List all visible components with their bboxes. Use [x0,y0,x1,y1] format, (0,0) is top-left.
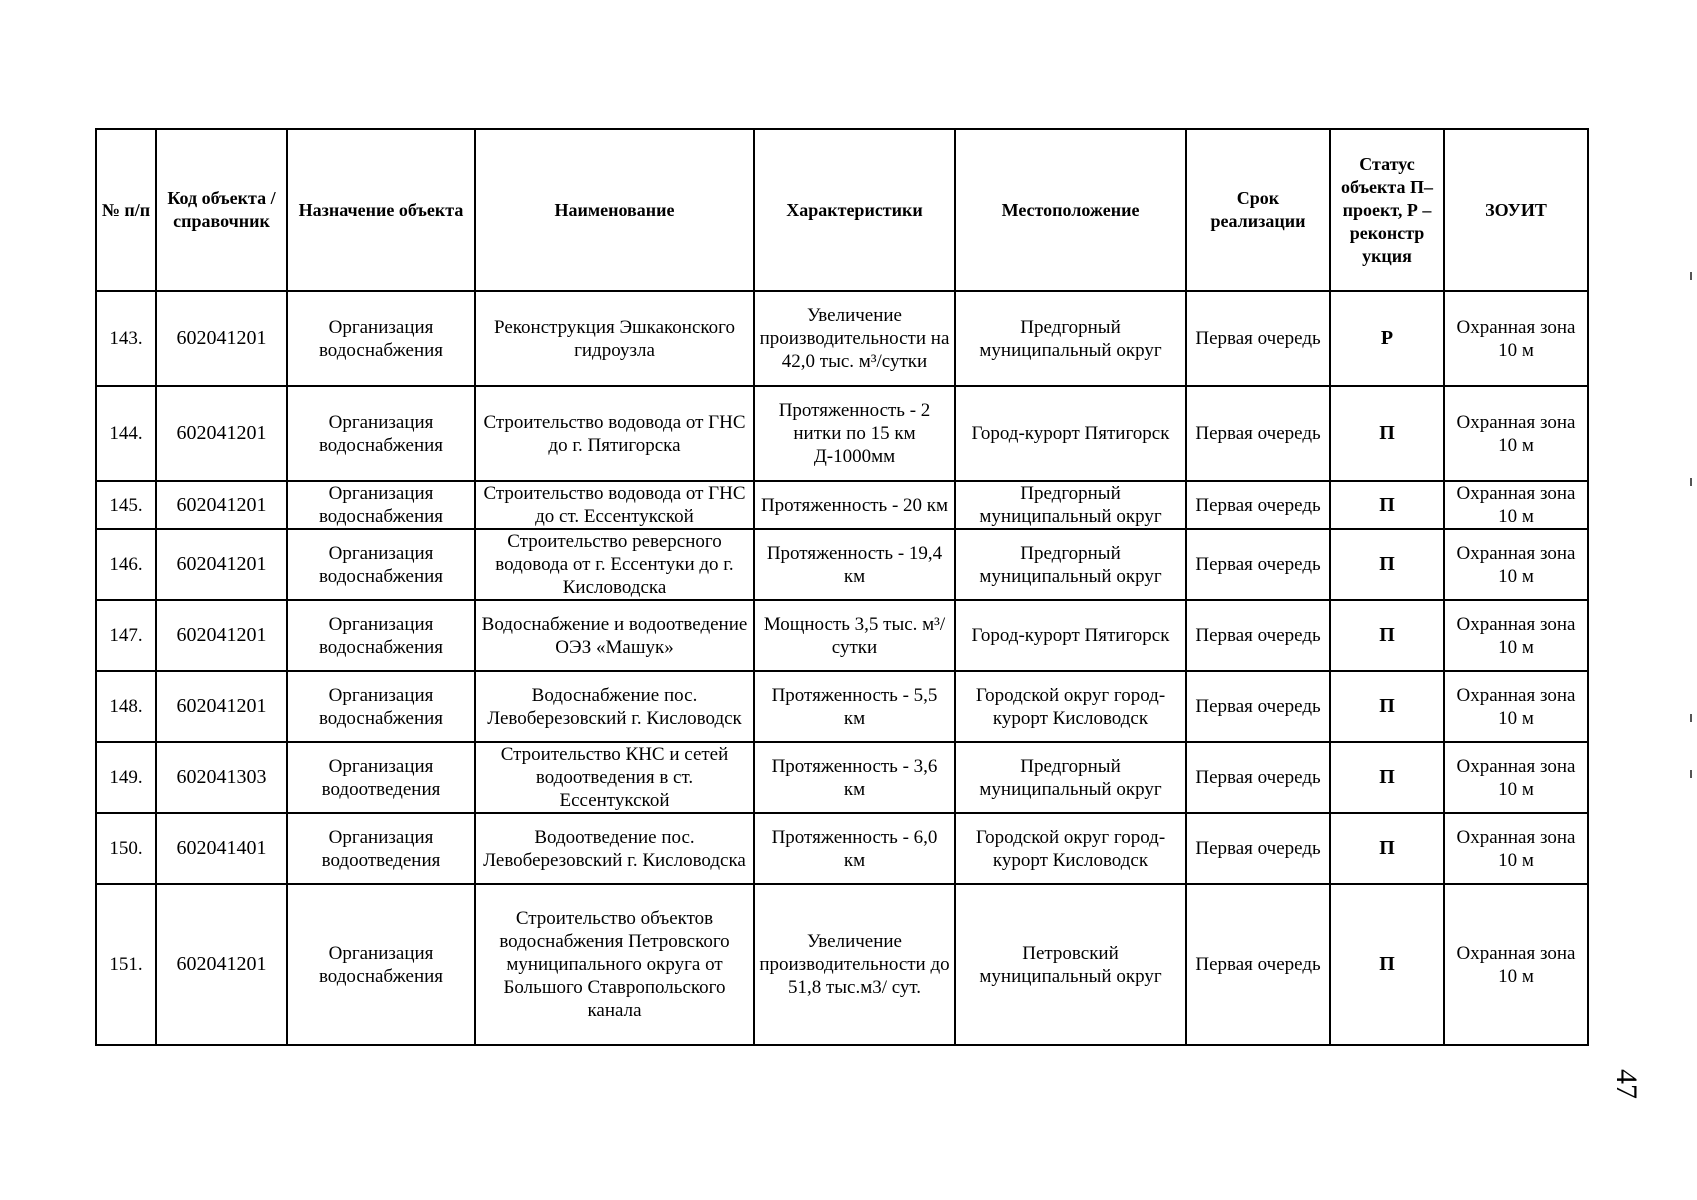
cell-zouit: Охранная зона 10 м [1444,671,1588,742]
scan-edge-mark [1690,272,1692,280]
cell-deadline: Первая очередь [1186,884,1330,1045]
cell-zouit: Охранная зона 10 м [1444,600,1588,671]
cell-characteristics: Протяженность - 2 нитки по 15 км Д-1000мм [754,386,955,481]
cell-location: Предгорный муниципальный округ [955,481,1186,529]
cell-number: 149. [96,742,156,813]
cell-status: П [1330,386,1444,481]
page-number: 47 [1610,1069,1643,1099]
cell-location: Предгорный муниципальный округ [955,529,1186,600]
cell-deadline: Первая очередь [1186,671,1330,742]
scan-edge-mark [1690,478,1692,486]
header-deadline: Срок реализации [1186,129,1330,291]
header-object-code: Код объекта / справочник [156,129,287,291]
cell-location: Городской округ город-курорт Кисловодск [955,671,1186,742]
cell-object-code: 602041201 [156,481,287,529]
cell-number: 143. [96,291,156,386]
cell-name: Строительство водовода от ГНС до ст. Ессентукской [475,481,754,529]
table-row [96,600,1588,671]
cell-characteristics: Протяженность - 3,6 км [754,742,955,813]
table-row [96,813,1588,884]
cell-status: П [1330,481,1444,529]
cell-characteristics: Протяженность - 5,5 км [754,671,955,742]
cell-purpose: Организация водоснабжения [287,671,475,742]
cell-status: П [1330,671,1444,742]
table-row [96,742,1588,813]
cell-number: 151. [96,884,156,1045]
cell-purpose: Организация водоснабжения [287,529,475,600]
table-row [96,884,1588,1045]
cell-number: 145. [96,481,156,529]
cell-zouit: Охранная зона 10 м [1444,884,1588,1045]
table-row [96,529,1588,600]
cell-characteristics: Протяженность - 20 км [754,481,955,529]
header-status: Статус объекта П– проект, Р – реконстр укция [1330,129,1444,291]
cell-purpose: Организация водоснабжения [287,884,475,1045]
cell-zouit: Охранная зона 10 м [1444,813,1588,884]
cell-zouit: Охранная зона 10 м [1444,291,1588,386]
cell-status: П [1330,742,1444,813]
cell-location: Городской округ город-курорт Кисловодск [955,813,1186,884]
cell-zouit: Охранная зона 10 м [1444,529,1588,600]
cell-purpose: Организация водоснабжения [287,291,475,386]
cell-object-code: 602041201 [156,291,287,386]
cell-name: Реконструкция Эшкаконского гидроузла [475,291,754,386]
cell-name: Водоотведение пос. Левоберезовский г. Кисловодска [475,813,754,884]
cell-deadline: Первая очередь [1186,600,1330,671]
cell-object-code: 602041201 [156,884,287,1045]
scan-edge-mark [1690,770,1692,778]
cell-zouit: Охранная зона 10 м [1444,386,1588,481]
cell-object-code: 602041201 [156,386,287,481]
cell-purpose: Организация водоотведения [287,742,475,813]
cell-object-code: 602041201 [156,671,287,742]
scan-edge-mark [1690,714,1692,722]
header-row [96,129,1588,291]
cell-deadline: Первая очередь [1186,742,1330,813]
cell-object-code: 602041303 [156,742,287,813]
cell-deadline: Первая очередь [1186,813,1330,884]
cell-name: Водоснабжение и водоотведение ОЭЗ «Машук» [475,600,754,671]
header-number: № п/п [96,129,156,291]
cell-status: П [1330,813,1444,884]
cell-deadline: Первая очередь [1186,386,1330,481]
objects-table [95,128,1589,1046]
header-name: Наименование [475,129,754,291]
cell-location: Петровский муниципальный округ [955,884,1186,1045]
cell-name: Строительство реверсного водовода от г. Ессентуки до г. Кисловодска [475,529,754,600]
cell-name: Строительство водовода от ГНС до г. Пятигорска [475,386,754,481]
cell-purpose: Организация водоотведения [287,813,475,884]
cell-characteristics: Протяженность - 6,0 км [754,813,955,884]
table-row [96,291,1588,386]
cell-name: Строительство КНС и сетей водоотведения в ст. Ессентукской [475,742,754,813]
cell-status: П [1330,600,1444,671]
cell-status: П [1330,529,1444,600]
header-zouit: ЗОУИТ [1444,129,1588,291]
cell-characteristics: Увеличение производительности до 51,8 тыс.м3/ сут. [754,884,955,1045]
cell-deadline: Первая очередь [1186,529,1330,600]
cell-name: Водоснабжение пос. Левоберезовский г. Кисловодск [475,671,754,742]
header-characteristics: Характеристики [754,129,955,291]
cell-number: 146. [96,529,156,600]
cell-location: Предгорный муниципальный округ [955,742,1186,813]
cell-zouit: Охранная зона 10 м [1444,742,1588,813]
cell-purpose: Организация водоснабжения [287,481,475,529]
cell-characteristics: Мощность 3,5 тыс. м³/сутки [754,600,955,671]
cell-status: П [1330,884,1444,1045]
cell-deadline: Первая очередь [1186,481,1330,529]
cell-number: 144. [96,386,156,481]
cell-deadline: Первая очередь [1186,291,1330,386]
cell-object-code: 602041201 [156,529,287,600]
cell-object-code: 602041401 [156,813,287,884]
cell-characteristics: Протяженность - 19,4 км [754,529,955,600]
table-row [96,481,1588,529]
cell-zouit: Охранная зона 10 м [1444,481,1588,529]
table-row [96,386,1588,481]
cell-purpose: Организация водоснабжения [287,600,475,671]
cell-object-code: 602041201 [156,600,287,671]
header-location: Местоположение [955,129,1186,291]
cell-location: Город-курорт Пятигорск [955,600,1186,671]
table-row [96,671,1588,742]
cell-location: Город-курорт Пятигорск [955,386,1186,481]
cell-characteristics: Увеличение производительности на 42,0 тыс. м³/сутки [754,291,955,386]
cell-status: Р [1330,291,1444,386]
header-purpose: Назначение объекта [287,129,475,291]
cell-purpose: Организация водоснабжения [287,386,475,481]
cell-number: 150. [96,813,156,884]
cell-location: Предгорный муниципальный округ [955,291,1186,386]
cell-number: 148. [96,671,156,742]
cell-number: 147. [96,600,156,671]
cell-name: Строительство объектов водоснабжения Петровского муниципального округа от Большого Ставропольского канала [475,884,754,1045]
